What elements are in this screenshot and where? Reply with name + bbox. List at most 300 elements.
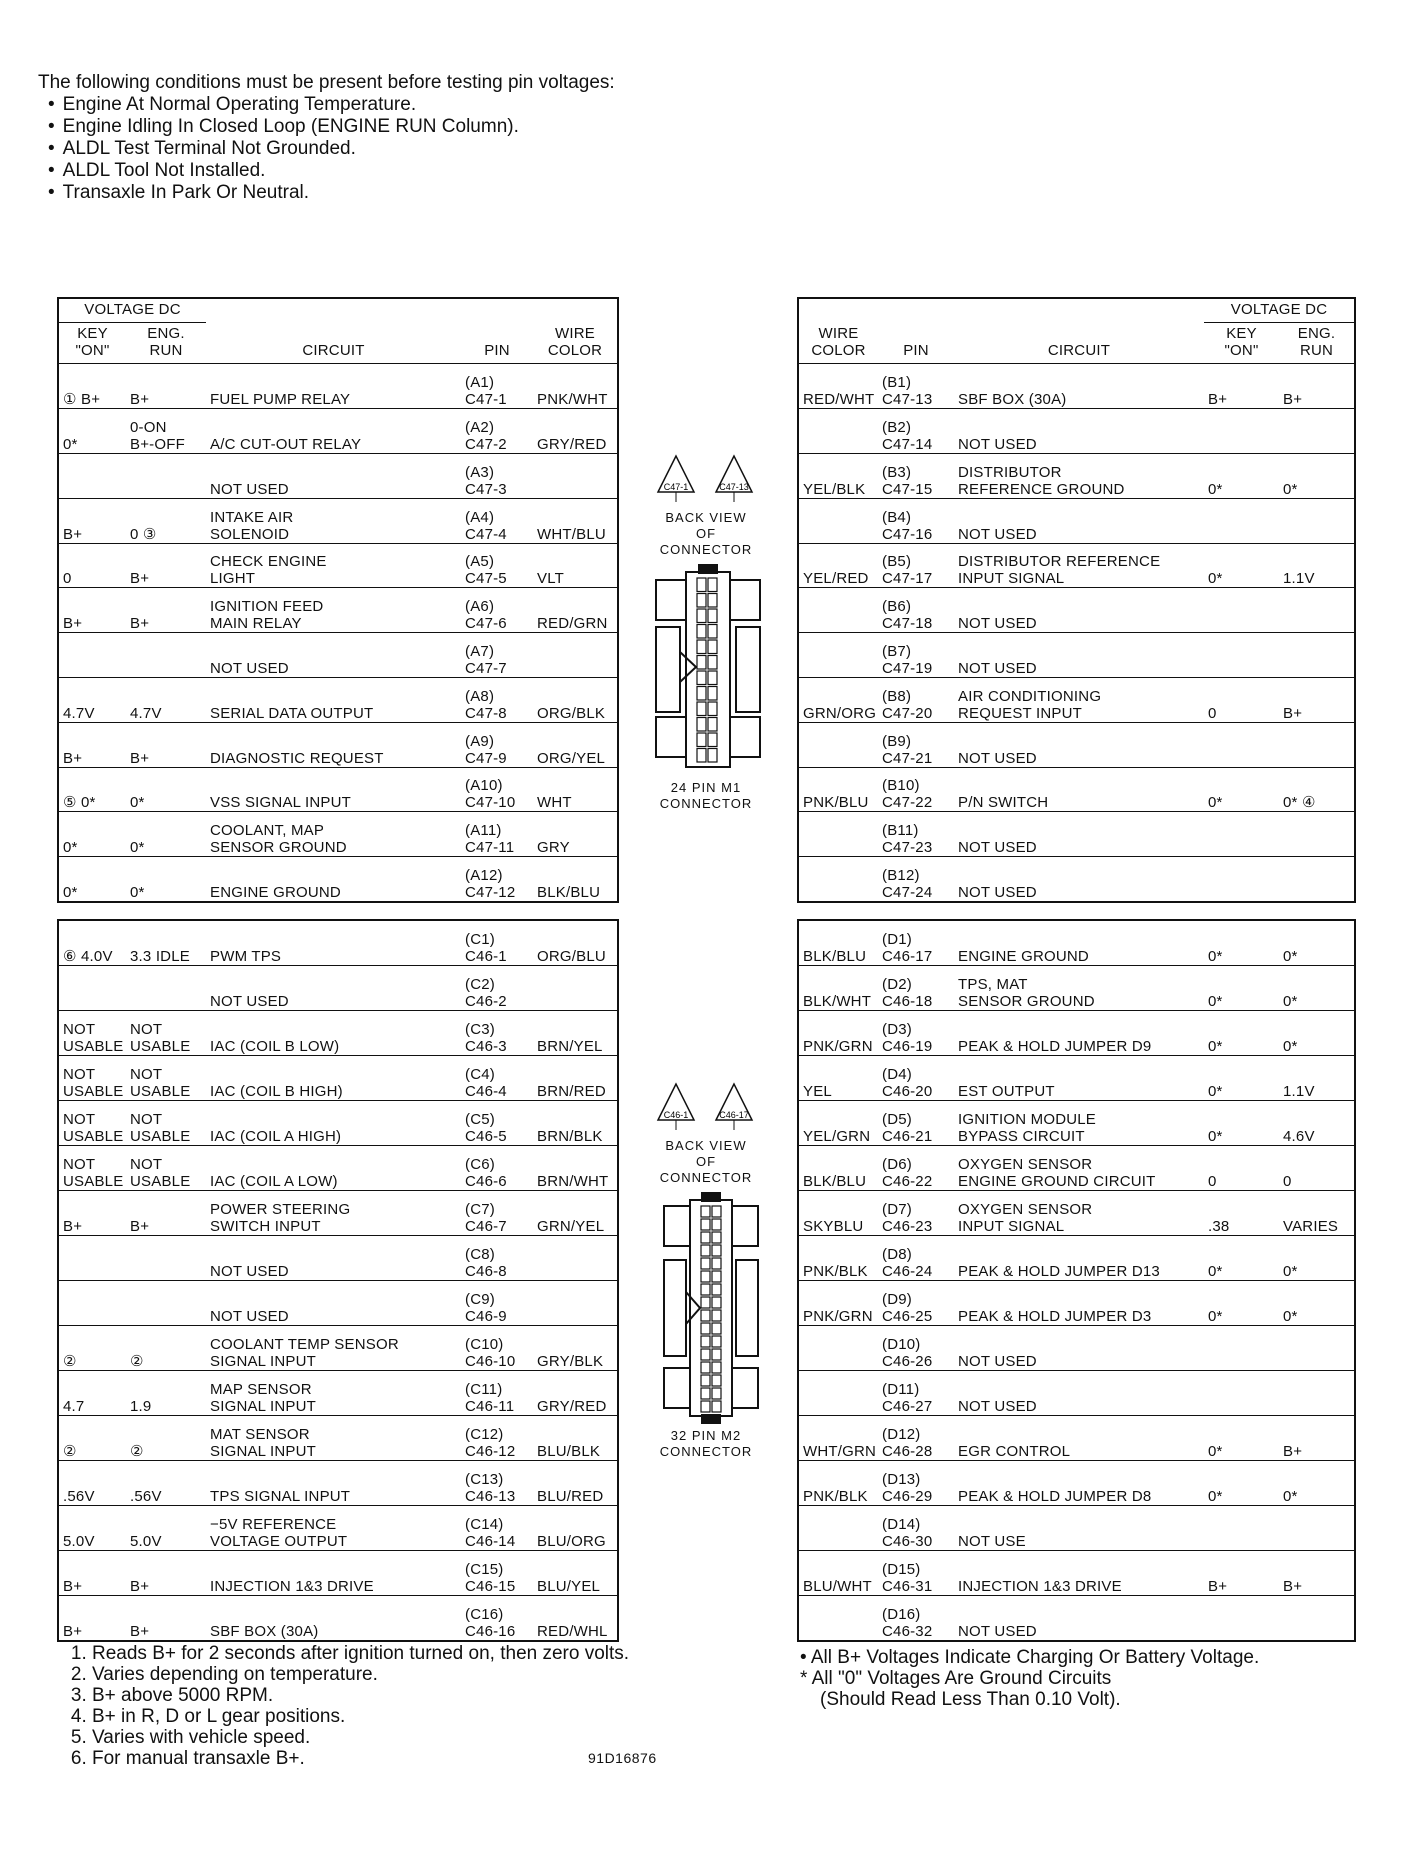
- connector-pin: [701, 1362, 710, 1373]
- connector-pin: [712, 1388, 721, 1399]
- pin-id-line2: C46-12: [465, 1443, 516, 1460]
- key-on-value: 0*: [1204, 1416, 1279, 1461]
- connector-pin: [701, 1284, 710, 1295]
- pin-id-line2: C46-18: [882, 993, 933, 1010]
- wire-color: BRN/WHT: [533, 1146, 618, 1191]
- wire-color: [798, 409, 878, 454]
- connector-pin: [708, 656, 717, 670]
- table-row: [58, 1506, 618, 1551]
- table-row: [798, 1371, 1355, 1416]
- circuit-name: [206, 966, 461, 1011]
- table-row: [58, 767, 618, 812]
- connector-pin: [697, 733, 706, 747]
- key-on-value: [1204, 409, 1279, 454]
- circuit-name-line2: SWITCH INPUT: [210, 1218, 321, 1235]
- circuit-name: [206, 633, 461, 678]
- circuit-name-line2: PEAK & HOLD JUMPER D9: [958, 1038, 1152, 1055]
- eng-run-value: B+: [126, 1191, 206, 1236]
- key-on-value: 0*: [1204, 1011, 1279, 1056]
- pin-id: [878, 1236, 954, 1281]
- pin-id: [461, 857, 533, 902]
- pin-id-line1: (C16): [465, 1606, 504, 1623]
- pin-id-line2: C47-1: [465, 391, 507, 409]
- pin-id-line2: C46-23: [882, 1218, 933, 1235]
- circuit-name-line2: NOT USED: [958, 1623, 1037, 1640]
- circuit-name-line1: INTAKE AIR: [210, 508, 294, 526]
- pin-id: [878, 1056, 954, 1101]
- connector-pin: [712, 1362, 721, 1373]
- pin-id: [461, 1371, 533, 1416]
- circuit-name-line2: SOLENOID: [210, 525, 290, 543]
- connector-pin: [712, 1401, 721, 1412]
- connector-pin: [712, 1375, 721, 1386]
- pin-id: [878, 722, 954, 767]
- connector-pin: [708, 594, 717, 608]
- pin-id-line2: C46-10: [465, 1353, 516, 1370]
- pin-id-line1: (D3): [882, 1021, 912, 1038]
- circuit-name: [954, 364, 1204, 409]
- pin-id: [878, 857, 954, 902]
- tag-label: C47-1: [663, 482, 689, 492]
- pin-id-line1: (C2): [465, 976, 495, 993]
- key-on-value: [58, 1281, 126, 1326]
- pin-id: [878, 767, 954, 812]
- pin-id-line1: (C11): [465, 1381, 503, 1398]
- eng-run-value: B+: [126, 364, 206, 409]
- pin-id-line1: (B6): [882, 598, 912, 616]
- pin-table-d-body: [798, 920, 1355, 1641]
- circuit-name: [206, 1596, 461, 1642]
- pin-id-line2: C47-3: [465, 480, 507, 498]
- eng-run-value: 0*: [1279, 920, 1355, 966]
- circuit-name-line2: LIGHT: [210, 570, 256, 588]
- pin-id: [878, 1551, 954, 1596]
- table-row: [798, 1011, 1355, 1056]
- wire-color: GRY: [533, 812, 618, 857]
- pin-id-line1: (D14): [882, 1516, 921, 1533]
- table-row: [798, 1236, 1355, 1281]
- pin-id-line1: (D16): [882, 1606, 921, 1623]
- connector-pin: [697, 640, 706, 654]
- table-row: [58, 678, 618, 723]
- pin-id: [461, 722, 533, 767]
- key-on-value: 0*: [58, 409, 126, 454]
- pin-id-line2: C46-20: [882, 1083, 933, 1100]
- pin-id-line1: (B7): [882, 643, 912, 660]
- pin-id: [461, 588, 533, 633]
- pin-id: [878, 498, 954, 543]
- pin-id-line1: (A6): [465, 598, 495, 616]
- pin-id: [461, 1101, 533, 1146]
- circuit-name-line2: EST OUTPUT: [958, 1083, 1055, 1100]
- table-row: [798, 1461, 1355, 1506]
- connector-pin: [701, 1349, 710, 1360]
- eng-run-value-line1: NOT: [130, 1156, 163, 1173]
- eng-run-value: 0*: [1279, 454, 1355, 499]
- connector-pin: [701, 1219, 710, 1230]
- wire-color: BLK/BLU: [798, 1146, 878, 1191]
- circuit-name: [954, 1326, 1204, 1371]
- pin-id: [878, 633, 954, 678]
- circuit-name-line2: P/N SWITCH: [958, 794, 1049, 812]
- key-on-value-line2: USABLE: [63, 1173, 124, 1190]
- pin-id-line2: C46-27: [882, 1398, 933, 1415]
- pin-id-line2: C47-17: [882, 570, 933, 588]
- conditions-intro: The following conditions must be present before testing pin voltages:: [38, 72, 615, 93]
- pin-id-line2: C47-13: [882, 391, 933, 409]
- connector-pin: [701, 1206, 710, 1217]
- footnote-item: 6. For manual transaxle B+.: [92, 1748, 629, 1769]
- connector-pin: [697, 625, 706, 639]
- pin-id-line2: C47-21: [882, 749, 933, 767]
- figure-id: 91D16876: [588, 1750, 657, 1766]
- circuit-name: [954, 543, 1204, 588]
- voltage-dc-header: VOLTAGE DC: [1204, 298, 1355, 323]
- eng-run-value: [1279, 1371, 1355, 1416]
- circuit-name: [954, 1371, 1204, 1416]
- connector-m2-body: [656, 1192, 766, 1424]
- of-text: OF: [695, 1154, 717, 1169]
- wire-color: [533, 1281, 618, 1326]
- key-on-value: 0*: [58, 857, 126, 902]
- pin-id: [461, 543, 533, 588]
- pin-id-line1: (A2): [465, 419, 495, 437]
- circuit-name: [206, 678, 461, 723]
- circuit-name-line2: IAC (COIL B LOW): [210, 1038, 340, 1055]
- table-row: [798, 1551, 1355, 1596]
- pin-id: [461, 1596, 533, 1642]
- key-on-value-line1: NOT: [63, 1156, 96, 1173]
- circuit-name-line2: TPS SIGNAL INPUT: [210, 1488, 351, 1505]
- pin-id-line1: (D15): [882, 1561, 921, 1578]
- key-on-value: [1204, 812, 1279, 857]
- pin-id-line2: C46-21: [882, 1128, 933, 1145]
- pin-id: [878, 966, 954, 1011]
- circuit-name: [206, 812, 461, 857]
- circuit-name: [954, 1506, 1204, 1551]
- connector-pin: [712, 1271, 721, 1282]
- circuit-name: [206, 1461, 461, 1506]
- wire-color: [798, 588, 878, 633]
- key-on-value: ②: [58, 1416, 126, 1461]
- circuit-name-line2: FUEL PUMP RELAY: [210, 391, 351, 409]
- condition-item: • Transaxle In Park Or Neutral.: [38, 182, 615, 204]
- pin-id: [878, 1461, 954, 1506]
- circuit-name-line2: INPUT SIGNAL: [958, 1218, 1065, 1235]
- circuit-name-line2: DIAGNOSTIC REQUEST: [210, 749, 384, 767]
- eng-run-value: 1.9: [126, 1371, 206, 1416]
- test-conditions: [38, 72, 615, 204]
- key-on-value: B+: [1204, 364, 1279, 409]
- pin-id-line1: (D7): [882, 1201, 912, 1218]
- table-row: [798, 1326, 1355, 1371]
- circuit-name-line2: NOT USED: [958, 615, 1037, 633]
- pin-id-line2: C46-30: [882, 1533, 933, 1550]
- eng-run-value: [126, 1056, 206, 1101]
- circuit-name-line2: NOT USE: [958, 1533, 1026, 1550]
- connector-pin: [701, 1310, 710, 1321]
- connector-pin: [701, 1336, 710, 1347]
- wire-color: PNK/BLU: [798, 767, 878, 812]
- pin-id-line2: C46-5: [465, 1128, 507, 1145]
- circuit-name: [206, 722, 461, 767]
- pin-id-line2: C46-15: [465, 1578, 516, 1595]
- circuit-name: [206, 1326, 461, 1371]
- table-row: [798, 722, 1355, 767]
- circuit-name-line2: EGR CONTROL: [958, 1443, 1071, 1460]
- eng-run-value: B+: [1279, 364, 1355, 409]
- pin-id-line1: (D2): [882, 976, 912, 993]
- pin-id-line2: C47-24: [882, 884, 933, 901]
- circuit-name-line2: NOT USED: [210, 1308, 289, 1325]
- eng-run-value: [1279, 1326, 1355, 1371]
- eng-run-value-line1: NOT: [130, 1021, 163, 1038]
- pin-id: [461, 1191, 533, 1236]
- eng-run-value: [126, 1146, 206, 1191]
- circuit-name-line2: NOT USED: [210, 480, 289, 498]
- pin-id-line1: (D10): [882, 1336, 921, 1353]
- eng-run-value: [1279, 409, 1355, 454]
- circuit-header: CIRCUIT: [206, 323, 461, 364]
- eng-run-value: 1.1V: [1279, 1056, 1355, 1101]
- pin-id-line1: (A8): [465, 687, 495, 705]
- pin-id: [461, 966, 533, 1011]
- circuit-name-line2: MAIN RELAY: [210, 615, 302, 633]
- key-on-value: [58, 1101, 126, 1146]
- circuit-name: [954, 1551, 1204, 1596]
- pin-id: [461, 1236, 533, 1281]
- pin-id-line1: (B1): [882, 374, 912, 392]
- circuit-name-line2: SBF BOX (30A): [958, 391, 1067, 409]
- footnote-item: 5. Varies with vehicle speed.: [92, 1727, 629, 1748]
- pin-id: [878, 454, 954, 499]
- connector-pin: [712, 1310, 721, 1321]
- connector-pin: [712, 1336, 721, 1347]
- circuit-name: [206, 409, 461, 454]
- pin-id: [878, 588, 954, 633]
- wire-color: BLU/WHT: [798, 1551, 878, 1596]
- eng-run-value: B+: [1279, 1416, 1355, 1461]
- table-row: [798, 409, 1355, 454]
- circuit-name: [206, 364, 461, 409]
- table-row: [798, 1146, 1355, 1191]
- pin-id-line2: C47-2: [465, 436, 507, 454]
- pin-id-line1: (C8): [465, 1246, 495, 1263]
- condition-item: • ALDL Tool Not Installed.: [38, 160, 615, 182]
- pin-id: [878, 1101, 954, 1146]
- circuit-name: [954, 767, 1204, 812]
- wire-color: ORG/YEL: [533, 722, 618, 767]
- circuit-name-line1: DISTRIBUTOR: [958, 463, 1062, 481]
- circuit-name-line2: NOT USED: [958, 1353, 1037, 1370]
- key-on-value: [1204, 722, 1279, 767]
- eng-run-value: [1279, 588, 1355, 633]
- pin-id-line2: C47-20: [882, 704, 933, 722]
- key-on-value: 0*: [1204, 1281, 1279, 1326]
- key-on-value: ① B+: [58, 364, 126, 409]
- wire-color: YEL/BLK: [798, 454, 878, 499]
- circuit-name: [954, 1101, 1204, 1146]
- circuit-name-line2: ENGINE GROUND: [958, 948, 1089, 965]
- pin-id-line1: (A9): [465, 732, 495, 750]
- key-on-value-line1: NOT: [63, 1066, 96, 1083]
- circuit-name-line2: PEAK & HOLD JUMPER D13: [958, 1263, 1160, 1280]
- pin-id-line2: C46-7: [465, 1218, 507, 1235]
- eng-run-value-line2: USABLE: [130, 1083, 191, 1100]
- circuit-name: [954, 1011, 1204, 1056]
- pin-id: [461, 1506, 533, 1551]
- key-on-value: [1204, 857, 1279, 902]
- pin-id-line1: (D8): [882, 1246, 912, 1263]
- circuit-name-line1: COOLANT, MAP: [210, 822, 325, 840]
- table-row: [58, 588, 618, 633]
- pin-id-line2: C46-4: [465, 1083, 507, 1100]
- table-row: [58, 1056, 618, 1101]
- connector-m1-back-label: [651, 510, 761, 558]
- key-on-value: [58, 1146, 126, 1191]
- circuit-name-line2: SENSOR GROUND: [958, 993, 1095, 1010]
- condition-item: • ALDL Test Terminal Not Grounded.: [38, 138, 615, 160]
- pin-id-line2: C46-11: [465, 1398, 515, 1415]
- connector-m2-back-label: [651, 1138, 761, 1186]
- wire-color: PNK/WHT: [533, 364, 618, 409]
- eng-run-value-line1: 0-ON: [130, 419, 167, 437]
- pin-id-line2: C47-8: [465, 704, 507, 722]
- pin-id-line2: C47-10: [465, 794, 516, 812]
- table-header-row: [798, 298, 1355, 323]
- connector-pin: [697, 594, 706, 608]
- circuit-name: [206, 857, 461, 902]
- circuit-name-line1: COOLANT TEMP SENSOR: [210, 1336, 399, 1353]
- table-row: [798, 454, 1355, 499]
- pin-id-line2: C46-19: [882, 1038, 933, 1055]
- pin-id-line2: C47-22: [882, 794, 933, 812]
- connector-pin: [697, 718, 706, 732]
- wire-color: GRY/RED: [533, 1371, 618, 1416]
- pin-id: [878, 1146, 954, 1191]
- circuit-name-line2: NOT USED: [958, 1398, 1037, 1415]
- eng-run-value: ②: [126, 1326, 206, 1371]
- pin-id-line1: (C4): [465, 1066, 495, 1083]
- circuit-name: [206, 1101, 461, 1146]
- table-row: [798, 1506, 1355, 1551]
- pin-id: [878, 1281, 954, 1326]
- footnote-item: 1. Reads B+ for 2 seconds after ignition turned on, then zero volts.: [92, 1643, 629, 1664]
- circuit-name: [206, 920, 461, 966]
- table-row: [798, 543, 1355, 588]
- pin-id-line2: C47-5: [465, 570, 507, 588]
- pin-count-text: 24 PIN M1: [670, 780, 742, 795]
- eng-run-value: B+: [1279, 678, 1355, 723]
- key-on-value: 0: [1204, 678, 1279, 723]
- circuit-name: [206, 543, 461, 588]
- table-row: [798, 1101, 1355, 1146]
- circuit-name-line2: NOT USED: [210, 993, 289, 1010]
- pin-id-line1: (B10): [882, 777, 920, 795]
- eng-run-value: B+: [126, 543, 206, 588]
- circuit-name-line1: TPS, MAT: [958, 976, 1028, 993]
- eng-run-value: [126, 409, 206, 454]
- table-header-row: [58, 323, 618, 364]
- connector-pin: [712, 1206, 721, 1217]
- pin-id-line2: C46-14: [465, 1533, 516, 1550]
- pin-id-line2: C46-25: [882, 1308, 933, 1325]
- pin-id-line1: (C15): [465, 1561, 504, 1578]
- connector-pin: [712, 1297, 721, 1308]
- key-on-value: [1204, 1371, 1279, 1416]
- connector-pin: [697, 578, 706, 592]
- wire-color: WHT/GRN: [798, 1416, 878, 1461]
- pin-id-line1: (A1): [465, 374, 495, 392]
- wire-color: [798, 812, 878, 857]
- pin-id-line2: C46-16: [465, 1623, 516, 1640]
- pin-table-a-body: [58, 364, 618, 902]
- eng-run-value: .56V: [126, 1461, 206, 1506]
- circuit-name-line1: DISTRIBUTOR REFERENCE: [958, 553, 1161, 571]
- table-row: [798, 364, 1355, 409]
- eng-run-value: 0 ③: [126, 498, 206, 543]
- pin-id-line1: (D9): [882, 1291, 912, 1308]
- table-row: [58, 543, 618, 588]
- circuit-name-line2: SIGNAL INPUT: [210, 1398, 317, 1415]
- key-on-value: .38: [1204, 1191, 1279, 1236]
- key-on-value-line2: USABLE: [63, 1083, 124, 1100]
- pin-id-line2: C46-32: [882, 1623, 933, 1640]
- eng-run-value: [1279, 722, 1355, 767]
- pin-table-d: [797, 919, 1356, 1642]
- key-on-value: [58, 1236, 126, 1281]
- key-on-value: [58, 633, 126, 678]
- pin-id-line1: (B12): [882, 867, 920, 884]
- key-on-value: B+: [58, 498, 126, 543]
- eng-run-value: 0*: [126, 767, 206, 812]
- eng-run-header: ENG. RUN: [126, 323, 206, 364]
- connector-text: CONNECTOR: [659, 796, 753, 811]
- pin-table-c-body: [58, 920, 618, 1641]
- pin-id-line1: (A11): [465, 822, 502, 840]
- key-on-value: 0*: [1204, 920, 1279, 966]
- pin-id-line2: C47-15: [882, 480, 933, 498]
- circuit-name: [954, 920, 1204, 966]
- table-row: [798, 1056, 1355, 1101]
- connector-text: CONNECTOR: [659, 542, 753, 557]
- circuit-name-line2: BYPASS CIRCUIT: [958, 1128, 1085, 1145]
- key-on-value: B+: [1204, 1551, 1279, 1596]
- circuit-name-line2: PEAK & HOLD JUMPER D8: [958, 1488, 1152, 1505]
- table-row: [798, 588, 1355, 633]
- circuit-name-line2: SENSOR GROUND: [210, 839, 347, 857]
- circuit-name-line1: IGNITION FEED: [210, 598, 324, 616]
- circuit-name-line2: NOT USED: [958, 884, 1037, 901]
- connector-pin: [697, 656, 706, 670]
- pin-id-line2: C47-16: [882, 525, 933, 543]
- eng-run-value: 3.3 IDLE: [126, 920, 206, 966]
- connector-pin: [708, 733, 717, 747]
- connector-pin: [708, 718, 717, 732]
- connector-pin: [708, 749, 717, 763]
- table-row: [58, 966, 618, 1011]
- circuit-name-line1: CHECK ENGINE: [210, 553, 327, 571]
- wire-color: PNK/BLK: [798, 1461, 878, 1506]
- pin-id-line1: (C5): [465, 1111, 495, 1128]
- eng-run-value-line2: B+-OFF: [130, 436, 185, 454]
- circuit-name: [954, 1146, 1204, 1191]
- key-on-value: B+: [58, 722, 126, 767]
- circuit-name: [954, 454, 1204, 499]
- circuit-name: [206, 1011, 461, 1056]
- pin-id: [461, 454, 533, 499]
- key-on-value-line2: USABLE: [63, 1128, 124, 1145]
